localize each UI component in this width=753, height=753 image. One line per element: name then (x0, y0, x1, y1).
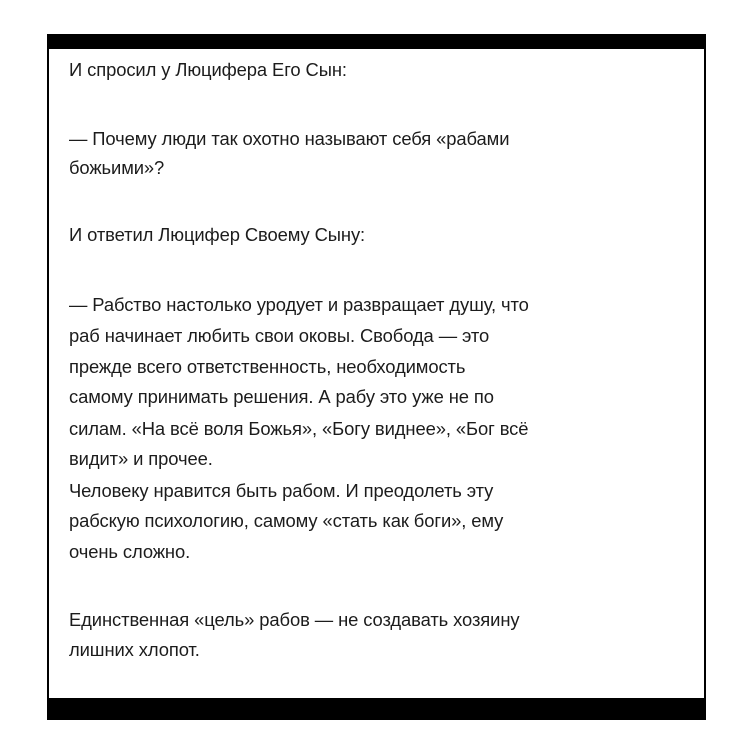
text-line: лишних хлопот. (69, 639, 200, 660)
text-line: прежде всего ответственность, необходимость (69, 356, 466, 377)
text-line: рабскую психологию, самому «стать как боги», ему (69, 510, 504, 531)
text-line: — Рабство настолько уродует и развращает душу, что (69, 294, 529, 315)
text-line: очень сложно. (69, 541, 191, 562)
text-line: Единственная «цель» рабов — не создавать хозяину (69, 609, 520, 630)
text-line: — Почему люди так охотно называют себя «рабами (69, 128, 510, 149)
text-card (49, 49, 704, 698)
text-line: раб начинает любить свои оковы. Свобода — это (69, 325, 490, 346)
text-line: божьими»? (69, 157, 165, 178)
text-line: И ответил Люцифер Своему Сыну: (69, 224, 366, 245)
text-line: силам. «На всё воля Божья», «Богу виднее», «Бог всё (69, 418, 529, 439)
text-line: самому принимать решения. А рабу это уже не по (69, 386, 494, 407)
text-line: И спросил у Люцифера Его Сын: (69, 59, 347, 80)
text-line: видит» и прочее. (69, 448, 213, 469)
text-line: Человеку нравится быть рабом. И преодолеть эту (69, 480, 494, 501)
